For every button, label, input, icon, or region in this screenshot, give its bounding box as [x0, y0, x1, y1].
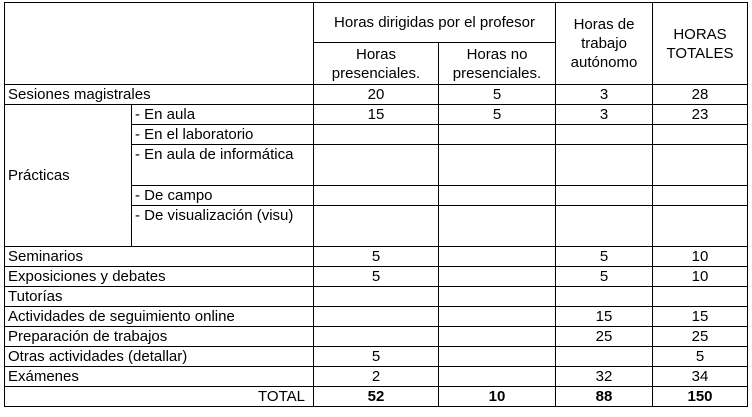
cell-autonomo: 3	[556, 105, 653, 125]
table-row	[5, 85, 748, 105]
row-label: Sesiones magistrales	[5, 85, 314, 105]
total-row	[5, 387, 748, 407]
cell-total: 34	[653, 367, 748, 387]
cell-presenciales	[314, 327, 439, 347]
cell-no-presenciales	[439, 247, 556, 267]
row-label: Seminarios	[5, 247, 314, 267]
cell-total: 10	[653, 247, 748, 267]
cell-no-presenciales	[439, 307, 556, 327]
row-label: Preparación de trabajos	[5, 327, 314, 347]
total-no-presenciales: 10	[439, 387, 556, 407]
cell-presenciales	[314, 145, 439, 186]
row-sublabel: - En aula de informática	[132, 145, 314, 186]
row-label: Exposiciones y debates	[5, 267, 314, 287]
total-horas: 150	[653, 387, 748, 407]
cell-presenciales: 5	[314, 267, 439, 287]
practicas-label: Prácticas	[5, 105, 132, 247]
header-empty-cell	[5, 3, 314, 85]
cell-presenciales: 5	[314, 247, 439, 267]
table-row	[5, 347, 748, 367]
cell-autonomo: 32	[556, 367, 653, 387]
cell-presenciales: 15	[314, 105, 439, 125]
cell-no-presenciales: 5	[439, 85, 556, 105]
table-row	[5, 327, 748, 347]
cell-no-presenciales	[439, 145, 556, 186]
total-autonomo: 88	[556, 387, 653, 407]
total-presenciales: 52	[314, 387, 439, 407]
row-label: Actividades de seguimiento online	[5, 307, 314, 327]
cell-total: 5	[653, 347, 748, 367]
hours-distribution-table	[4, 2, 748, 407]
cell-total: 28	[653, 85, 748, 105]
cell-no-presenciales	[439, 186, 556, 206]
table-row	[5, 247, 748, 267]
cell-no-presenciales	[439, 206, 556, 247]
cell-presenciales: 5	[314, 347, 439, 367]
cell-presenciales	[314, 287, 439, 307]
cell-autonomo: 5	[556, 247, 653, 267]
cell-presenciales	[314, 206, 439, 247]
cell-no-presenciales	[439, 347, 556, 367]
row-sublabel: - De visualización (visu)	[132, 206, 314, 247]
cell-presenciales: 2	[314, 367, 439, 387]
cell-no-presenciales	[439, 327, 556, 347]
total-label: TOTAL	[5, 387, 314, 407]
cell-presenciales	[314, 307, 439, 327]
cell-total	[653, 206, 748, 247]
cell-total: 25	[653, 327, 748, 347]
row-label: Exámenes	[5, 367, 314, 387]
cell-no-presenciales: 5	[439, 105, 556, 125]
cell-autonomo	[556, 186, 653, 206]
row-sublabel: - En el laboratorio	[132, 125, 314, 145]
cell-total: 23	[653, 105, 748, 125]
cell-autonomo	[556, 347, 653, 367]
row-label: Otras actividades (detallar)	[5, 347, 314, 367]
cell-no-presenciales	[439, 267, 556, 287]
cell-no-presenciales	[439, 287, 556, 307]
row-sublabel: - En aula	[132, 105, 314, 125]
cell-total	[653, 287, 748, 307]
cell-no-presenciales	[439, 367, 556, 387]
table-row	[5, 287, 748, 307]
cell-autonomo: 25	[556, 327, 653, 347]
cell-presenciales	[314, 125, 439, 145]
row-sublabel: - De campo	[132, 186, 314, 206]
table-row	[5, 267, 748, 287]
cell-autonomo: 15	[556, 307, 653, 327]
cell-autonomo	[556, 287, 653, 307]
cell-total: 10	[653, 267, 748, 287]
table-row	[5, 307, 748, 327]
cell-autonomo: 3	[556, 85, 653, 105]
table-row	[5, 367, 748, 387]
cell-autonomo	[556, 125, 653, 145]
cell-total: 15	[653, 307, 748, 327]
row-label: Tutorías	[5, 287, 314, 307]
header-dirigidas: Horas dirigidas por el profesor	[314, 3, 556, 43]
cell-presenciales: 20	[314, 85, 439, 105]
cell-no-presenciales	[439, 125, 556, 145]
cell-total	[653, 145, 748, 186]
header-autonomo: Horas de trabajo autónomo	[556, 3, 653, 85]
cell-total	[653, 125, 748, 145]
header-presenciales: Horas presenciales.	[314, 43, 439, 85]
cell-total	[653, 186, 748, 206]
cell-presenciales	[314, 186, 439, 206]
cell-autonomo	[556, 206, 653, 247]
header-no-presenciales: Horas no presenciales.	[439, 43, 556, 85]
cell-autonomo: 5	[556, 267, 653, 287]
table-row	[5, 105, 748, 125]
cell-autonomo	[556, 145, 653, 186]
header-totales: HORAS TOTALES	[653, 3, 748, 85]
